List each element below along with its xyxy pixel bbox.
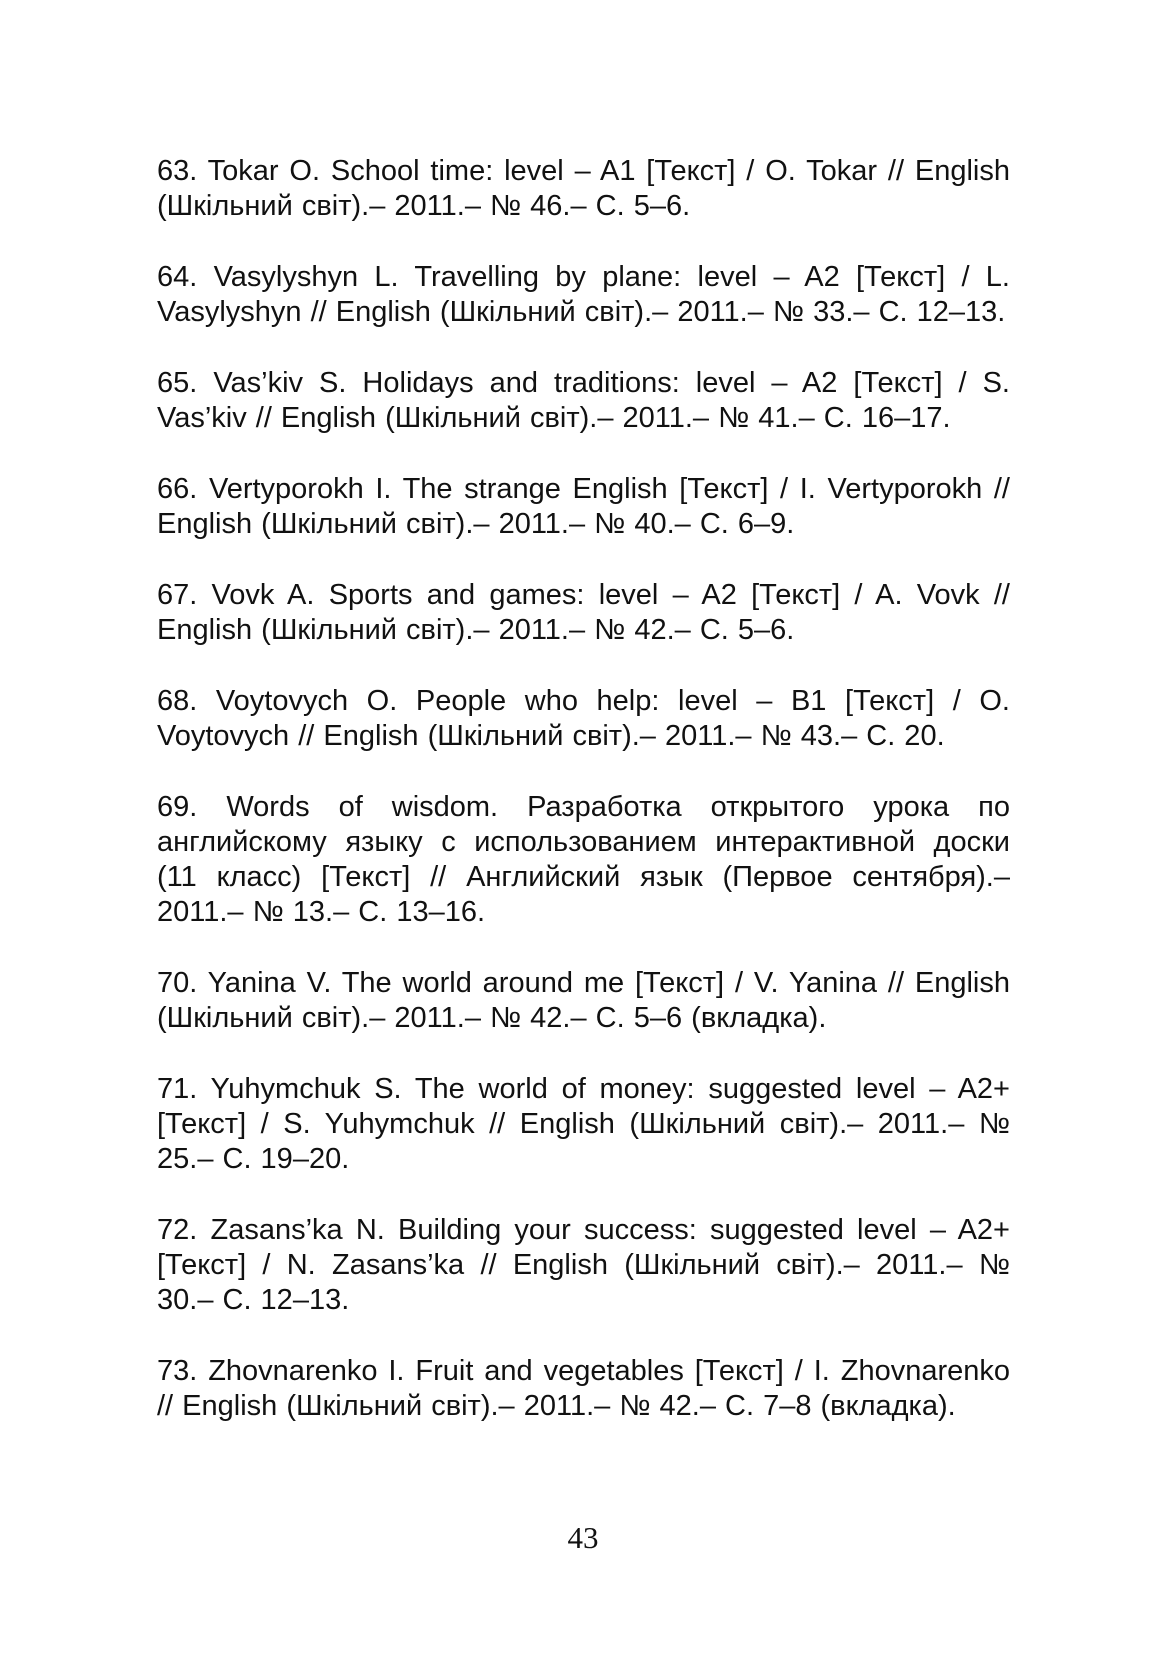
- bibliography-list: [157, 154, 1010, 1460]
- page-number: 43: [567, 1520, 599, 1555]
- bibliography-entry-69: 69. Words of wisdom. Разработка открытого урока по английскому языку с использованием интерактивной доски (11 класс) [Текст] // Английский язык (Первое сентября).– 2011.– № 13.– С. 13–16.: [157, 791, 1010, 928]
- bibliography-entry-65: 65. Vas’kiv S. Holidays and traditions: level – A2 [Текст] / S. Vas’kiv // English (Шкільний світ).– 2011.– № 41.– С. 16–17.: [157, 367, 1010, 434]
- bibliography-entry-63: 63. Tokar O. School time: level – A1 [Текст] / O. Tokar // English (Шкільний світ).– 2011.– № 46.– С. 5–6.: [157, 155, 1010, 222]
- bibliography-entry-73: 73. Zhovnarenko I. Fruit and vegetables [Текст] / I. Zhovnarenko // English (Шкільний світ).– 2011.– № 42.– С. 7–8 (вкладка).: [157, 1355, 1010, 1422]
- bibliography-entry-67: 67. Vovk A. Sports and games: level – A2 [Текст] / A. Vovk // English (Шкільний світ).– 2011.– № 42.– С. 5–6.: [157, 579, 1010, 646]
- bibliography-entry-68: 68. Voytovych O. People who help: level – B1 [Текст] / O. Voytovych // English (Шкільний світ).– 2011.– № 43.– С. 20.: [157, 685, 1010, 752]
- bibliography-entry-64: 64. Vasylyshyn L. Travelling by plane: level – A2 [Текст] / L. Vasylyshyn // English (Шкільний світ).– 2011.– № 33.– С. 12–13.: [157, 261, 1010, 328]
- bibliography-entry-70: 70. Yanina V. The world around me [Текст] / V. Yanina // English (Шкільний світ).– 2011.– № 42.– С. 5–6 (вкладка).: [157, 967, 1010, 1034]
- bibliography-entry-66: 66. Vertyporokh I. The strange English [Текст] / I. Vertyporokh // English (Шкільний світ).– 2011.– № 40.– С. 6–9.: [157, 473, 1010, 540]
- bibliography-entry-72: 72. Zasans’ka N. Building your success: suggested level – A2+ [Текст] / N. Zasans’ka // English (Шкільний світ).– 2011.– № 30.– С. 12–13.: [157, 1214, 1010, 1316]
- bibliography-entry-71: 71. Yuhymchuk S. The world of money: suggested level – A2+ [Текст] / S. Yuhymchuk // English (Шкільний світ).– 2011.– № 25.– С. 19–20.: [157, 1073, 1010, 1175]
